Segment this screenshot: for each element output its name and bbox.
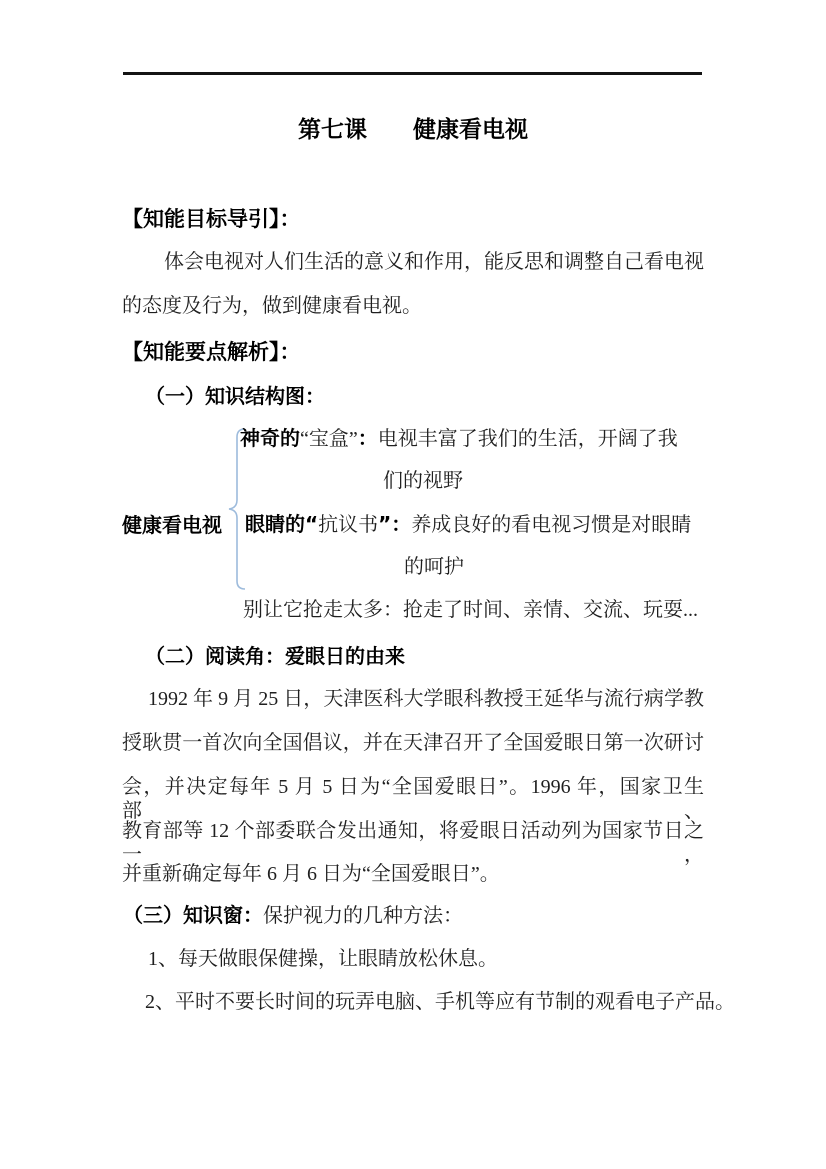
branch-2-bold: 眼睛的“ <box>245 512 319 536</box>
branch-2-text: 养成良好的看电视习惯是对眼睛 <box>411 514 692 536</box>
tip-list-item: 2、平时不要长时间的玩弄电脑、手机等应有节制的观看电子产品。 <box>145 991 735 1013</box>
diagram-branch-1-line2: 们的视野 <box>383 470 463 492</box>
section-heading-analysis: 【知能要点解析】： <box>122 340 301 364</box>
branch-1-bold: 神奇的 <box>240 426 300 450</box>
branch-2-colon: ”： <box>378 512 412 536</box>
branch-1-quoted: “宝盒” <box>300 428 358 450</box>
tips-heading-bold: （三）知识窗： <box>123 903 263 927</box>
goals-paragraph-line: 的态度及行为，做到健康看电视。 <box>122 295 422 317</box>
page-title: 第七课 健康看电视 <box>298 117 528 143</box>
branch-1-colon: ： <box>357 426 378 450</box>
subsection-heading-reading: （二）阅读角：爱眼日的由来 <box>145 644 405 668</box>
reading-paragraph-line: 会，并决定每年 5 月 5 日为“全国爱眼日”。1996 年，国家卫生部、 <box>122 776 704 822</box>
tips-heading-regular: 保护视力的几种方法： <box>263 905 463 927</box>
subsection-heading-tips <box>123 904 463 929</box>
diagram-branch-3: 别让它抢走太多：抢走了时间、亲情、交流、玩耍... <box>243 599 698 621</box>
subsection-heading-structure: （一）知识结构图： <box>145 384 325 408</box>
branch-1-text: 电视丰富了我们的生活，开阔了我 <box>377 428 678 450</box>
diagram-branch-2 <box>245 513 691 538</box>
brace-path <box>229 429 245 589</box>
reading-paragraph-line: 并重新确定每年 6 月 6 日为“全国爱眼日”。 <box>122 863 500 885</box>
goals-paragraph-line: 体会电视对人们生活的意义和作用，能反思和调整自己看电视 <box>164 251 704 273</box>
diagram-root-label: 健康看电视 <box>122 513 222 537</box>
branch-2-quoted: 抗议书 <box>318 514 379 536</box>
tip-list-item: 1、每天做眼保健操，让眼睛放松休息。 <box>148 948 498 970</box>
diagram-branch-1 <box>240 427 678 452</box>
diagram-branch-2-line2: 的呵护 <box>404 556 464 578</box>
reading-paragraph-line: 授耿贯一首次向全国倡议，并在天津召开了全国爱眼日第一次研讨 <box>122 732 704 754</box>
header-rule <box>123 72 702 75</box>
section-heading-goals: 【知能目标导引】： <box>122 207 301 231</box>
reading-paragraph-line: 教育部等 12 个部委联合发出通知，将爱眼日活动列为国家节日之一， <box>122 820 704 866</box>
reading-paragraph-line: 1992 年 9 月 25 日，天津医科大学眼科教授王延华与流行病学教 <box>148 688 704 710</box>
